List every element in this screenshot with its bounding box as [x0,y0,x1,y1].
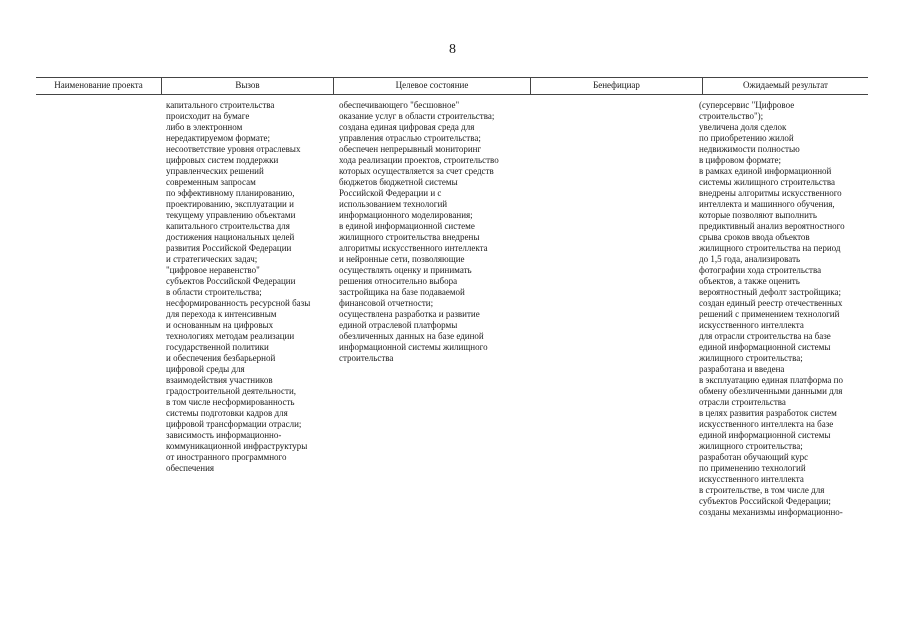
target-state-text-line: финансовой отчетности; [339,298,434,308]
target-state-text-line: информационной системы жилищного [339,342,488,352]
target-state-text-line: оказание услуг в области строительства; [339,111,495,121]
table-header-row [36,77,868,95]
expected-result-text-line: искусственного интеллекта [699,320,804,330]
target-state-text-line: бюджетов бюджетной системы [339,177,458,187]
target-state-text-line: застройщика на базе подаваемой [339,287,465,297]
challenge-text-line: управленческих решений [166,166,264,176]
target-state-text-line: строительства [339,353,394,363]
expected-result-text-line: внедрены алгоритмы искусственного [699,188,842,198]
expected-result-text-line: предиктивный анализ вероятностного [699,221,845,231]
expected-result-text-line: по применению технологий [699,463,806,473]
target-state-text-line: управления отраслью строительства; [339,133,481,143]
target-state-text-line: алгоритмы искусственного интеллекта [339,243,488,253]
expected-result-text-line: жилищного строительства; [699,353,803,363]
target-state-text-line: которых осуществляется за счет средств [339,166,494,176]
expected-result-text-line: для отрасли строительства на базе [699,331,831,341]
expected-result-column-text [699,100,845,518]
challenge-text-line: в том числе несформированность [166,397,295,407]
challenge-text-line: и основанным на цифровых [166,320,274,330]
challenge-text-line: проектированию, эксплуатации и [166,199,294,209]
expected-result-text-line: интеллекта и машинного обучения, [699,199,835,209]
expected-result-text-line: в рамках единой информационной [699,166,832,176]
challenge-text-line: достижения национальных целей [166,232,295,242]
expected-result-text-line: создан единый реестр отечественных [699,298,843,308]
target-state-column-text [339,100,499,364]
challenge-text-line: зависимость информационно- [166,430,282,440]
expected-result-text-line: жилищного строительства на период [699,243,841,253]
expected-result-text-line: единой информационной системы [699,342,831,352]
challenge-text-line: в области строительства; [166,287,262,297]
expected-result-text-line: строительство"); [699,111,764,121]
challenge-text-line: капитального строительства [166,100,275,110]
target-state-text-line: единой отраслевой платформы [339,320,458,330]
expected-result-text-line: (суперсервис "Цифровое [699,100,795,110]
expected-result-text-line: разработана и введена [699,364,785,374]
header-beneficiary: Бенефициар [530,78,702,94]
challenge-text-line: системы подготовки кадров для [166,408,288,418]
target-state-text-line: создана единая цифровая среда для [339,122,475,132]
expected-result-text-line: которые позволяют выполнить [699,210,817,220]
challenge-text-line: либо в электронном [166,122,243,132]
expected-result-text-line: жилищного строительства; [699,441,803,451]
expected-result-text-line: фотографии хода строительства [699,265,822,275]
challenge-text-line: "цифровое неравенство" [166,265,260,275]
challenge-text-line: происходит на бумаге [166,111,250,121]
expected-result-text-line: субъектов Российской Федерации; [699,496,831,506]
expected-result-text-line: обмену обезличенными данными для [699,386,843,396]
challenge-text-line: от иностранного программного [166,452,287,462]
expected-result-text-line: объектов, а также оценить [699,276,800,286]
expected-result-text-line: системы жилищного строительства [699,177,835,187]
challenge-text-line: несоответствие уровня отраслевых [166,144,301,154]
challenge-text-line: текущему управлению объектами [166,210,296,220]
header-challenge: Вызов [161,78,333,94]
challenge-text-line: для перехода к интенсивным [166,309,277,319]
target-state-text-line: и нейронные сети, позволяющие [339,254,465,264]
expected-result-text-line: недвижимости полностью [699,144,800,154]
challenge-text-line: и обеспечения безбарьерной [166,353,276,363]
header-expected-result: Ожидаемый результат [702,78,868,94]
expected-result-text-line: решений с применением технологий [699,309,840,319]
challenge-text-line: капитального строительства для [166,221,290,231]
target-state-text-line: обезличенных данных на базе единой [339,331,484,341]
challenge-text-line: цифровой среды для [166,364,245,374]
challenge-text-line: по эффективному планированию, [166,188,295,198]
expected-result-text-line: в цифровом формате; [699,155,781,165]
challenge-text-line: современным запросам [166,177,256,187]
target-state-text-line: осуществлена разработка и развитие [339,309,480,319]
target-state-text-line: Российской Федерации и с [339,188,442,198]
expected-result-text-line: единой информационной системы [699,430,831,440]
expected-result-text-line: в целях развития разработок систем [699,408,837,418]
target-state-text-line: обеспечивающего "бесшовное" [339,100,460,110]
expected-result-text-line: увеличена доля сделок [699,122,787,132]
expected-result-text-line: в эксплуатацию единая платформа по [699,375,843,385]
target-state-text-line: жилищного строительства внедрены [339,232,480,242]
target-state-text-line: хода реализации проектов, строительство [339,155,499,165]
challenge-text-line: нередактируемом формате; [166,133,271,143]
challenge-text-line: цифровой трансформации отрасли; [166,419,302,429]
expected-result-text-line: вероятностный дефолт застройщика; [699,287,841,297]
target-state-text-line: решения относительно выбора [339,276,458,286]
challenge-text-line: развития Российской Федерации [166,243,292,253]
target-state-text-line: обеспечен непрерывный мониторинг [339,144,482,154]
challenge-text-line: обеспечения [166,463,215,473]
challenge-text-line: несформированность ресурсной базы [166,298,311,308]
challenge-text-line: технологиях методам реализации [166,331,295,341]
target-state-text-line: использованием технологий [339,199,448,209]
expected-result-text-line: срыва сроков ввода объектов [699,232,810,242]
header-project-name: Наименование проекта [54,80,143,90]
expected-result-text-line: до 1,5 года, анализировать [699,254,801,264]
expected-result-text-line: по приобретению жилой [699,133,794,143]
target-state-text-line: информационного моделирования; [339,210,473,220]
header-target-state: Целевое состояние [333,78,530,94]
challenge-text-line: и стратегических задач; [166,254,258,264]
challenge-text-line: цифровых систем поддержки [166,155,279,165]
challenge-text-line: субъектов Российской Федерации [166,276,296,286]
challenge-text-line: коммуникационной инфраструктуры [166,441,308,451]
challenge-text-line: градостроительной деятельности, [166,386,297,396]
expected-result-text-line: искусственного интеллекта [699,474,804,484]
challenge-text-line: государственной политики [166,342,269,352]
expected-result-text-line: в строительстве, в том числе для [699,485,825,495]
expected-result-text-line: отрасли строительства [699,397,786,407]
expected-result-text-line: разработан обучающий курс [699,452,809,462]
target-state-text-line: осуществлять оценку и принимать [339,265,472,275]
expected-result-text-line: искусственного интеллекта на базе [699,419,834,429]
challenge-text-line: взаимодействия участников [166,375,273,385]
expected-result-text-line: созданы механизмы информационно- [699,507,843,517]
page-number: 8 [449,42,456,57]
target-state-text-line: в единой информационной системе [339,221,475,231]
challenge-column-text [166,100,310,474]
